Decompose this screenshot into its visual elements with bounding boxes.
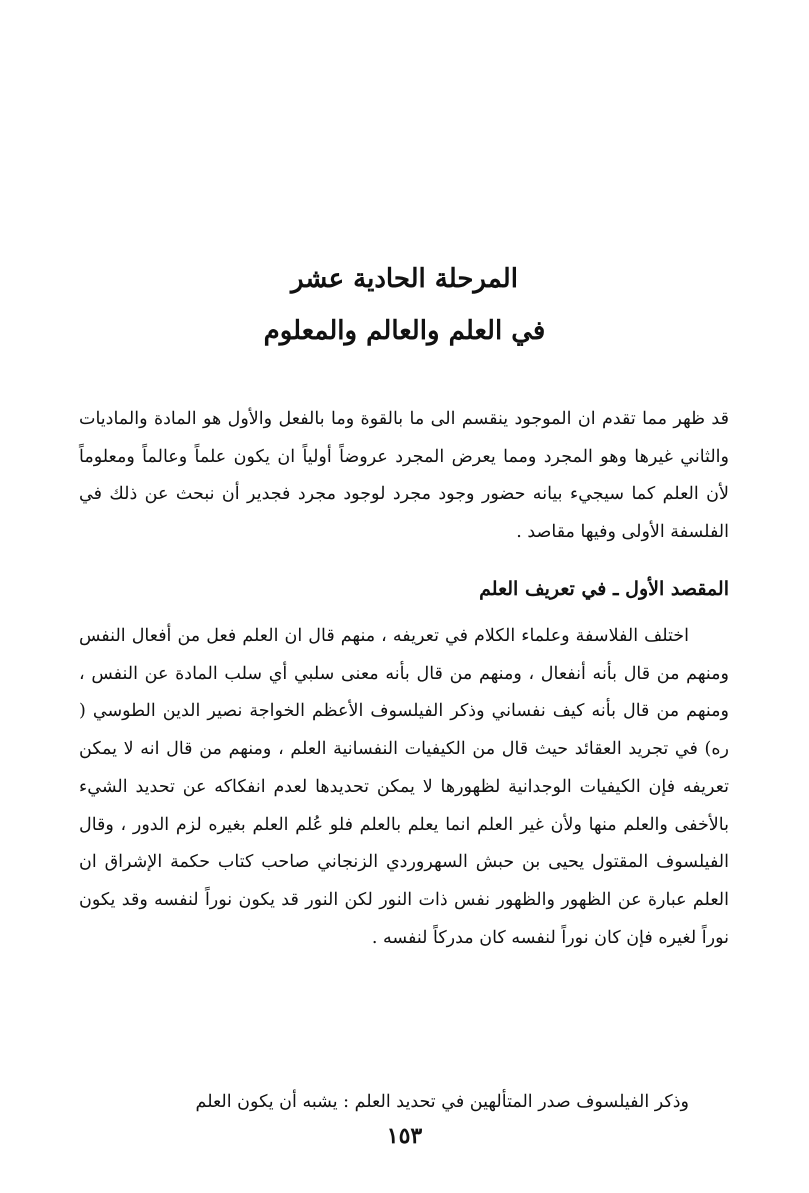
- intro-paragraph: قد ظهر مما تقدم ان الموجود ينقسم الى ما بالقوة وما بالفعل والأول هو المادة والماديات والثاني غيرها وهو المجرد ومما يعرض المجرد عروضاً أولياً ان يكون علماً وعالماً ومعلوماً لأن العلم كما سيجيء بيانه حضور وجود مجرد لوجود مجرد فجدير أن نبحث عن ذلك في الفلسفة الأولى وفيها مقاصد .: [79, 409, 729, 542]
- body-paragraph-text: وذكر الفيلسوف صدر المتألهين في تحديد العلم : يشبه أن يكون العلم: [195, 1092, 689, 1112]
- chapter-subtitle: في العلم والعالم والمعلوم: [263, 316, 546, 346]
- chapter-title: المرحلة الحادية عشر: [291, 264, 518, 294]
- body-paragraph: [79, 618, 729, 957]
- body-paragraph: [79, 1084, 729, 1120]
- page-number: ١٥٣: [386, 1123, 423, 1149]
- body-paragraph-text: اختلف الفلاسفة وعلماء الكلام في تعريفه ، منهم قال ان العلم فعل من أفعال النفس ومنهم من قال بأنه أنفعال ، ومنهم من قال بأنه معنى سلبي أي سلب المادة عن النفس ، ومنهم من قال بأنه كيف نفساني وذكر الفيلسوف الأعظم الخواجة نصير الدين الطوسي ( ره) في تجريد العقائد حيث قال من الكيفيات النفسانية العلم ، ومنهم من قال انه لا يمكن تعريفه فإن الكيفيات الوجدانية لظهورها لا يمكن تحديدها لعدم انفكاكه عن تحديد الشيء بالأخفى والعلم منها ولأن غير العلم انما يعلم بالعلم فلو عُلم العلم بغيره لزم الدور ، وقال الفيلسوف المقتول يحيى بن حبش السهروردي الزنجاني صاحب كتاب حكمة الإشراق ان العلم عبارة عن الظهور والظهور نفس ذات النور لكن النور قد يكون نوراً لنفسه وقد يكون نوراً لغيره فإن كان نوراً لنفسه كان مدركاً لنفسه .: [79, 626, 729, 948]
- section-heading: المقصد الأول ـ في تعريف العلم: [479, 578, 729, 600]
